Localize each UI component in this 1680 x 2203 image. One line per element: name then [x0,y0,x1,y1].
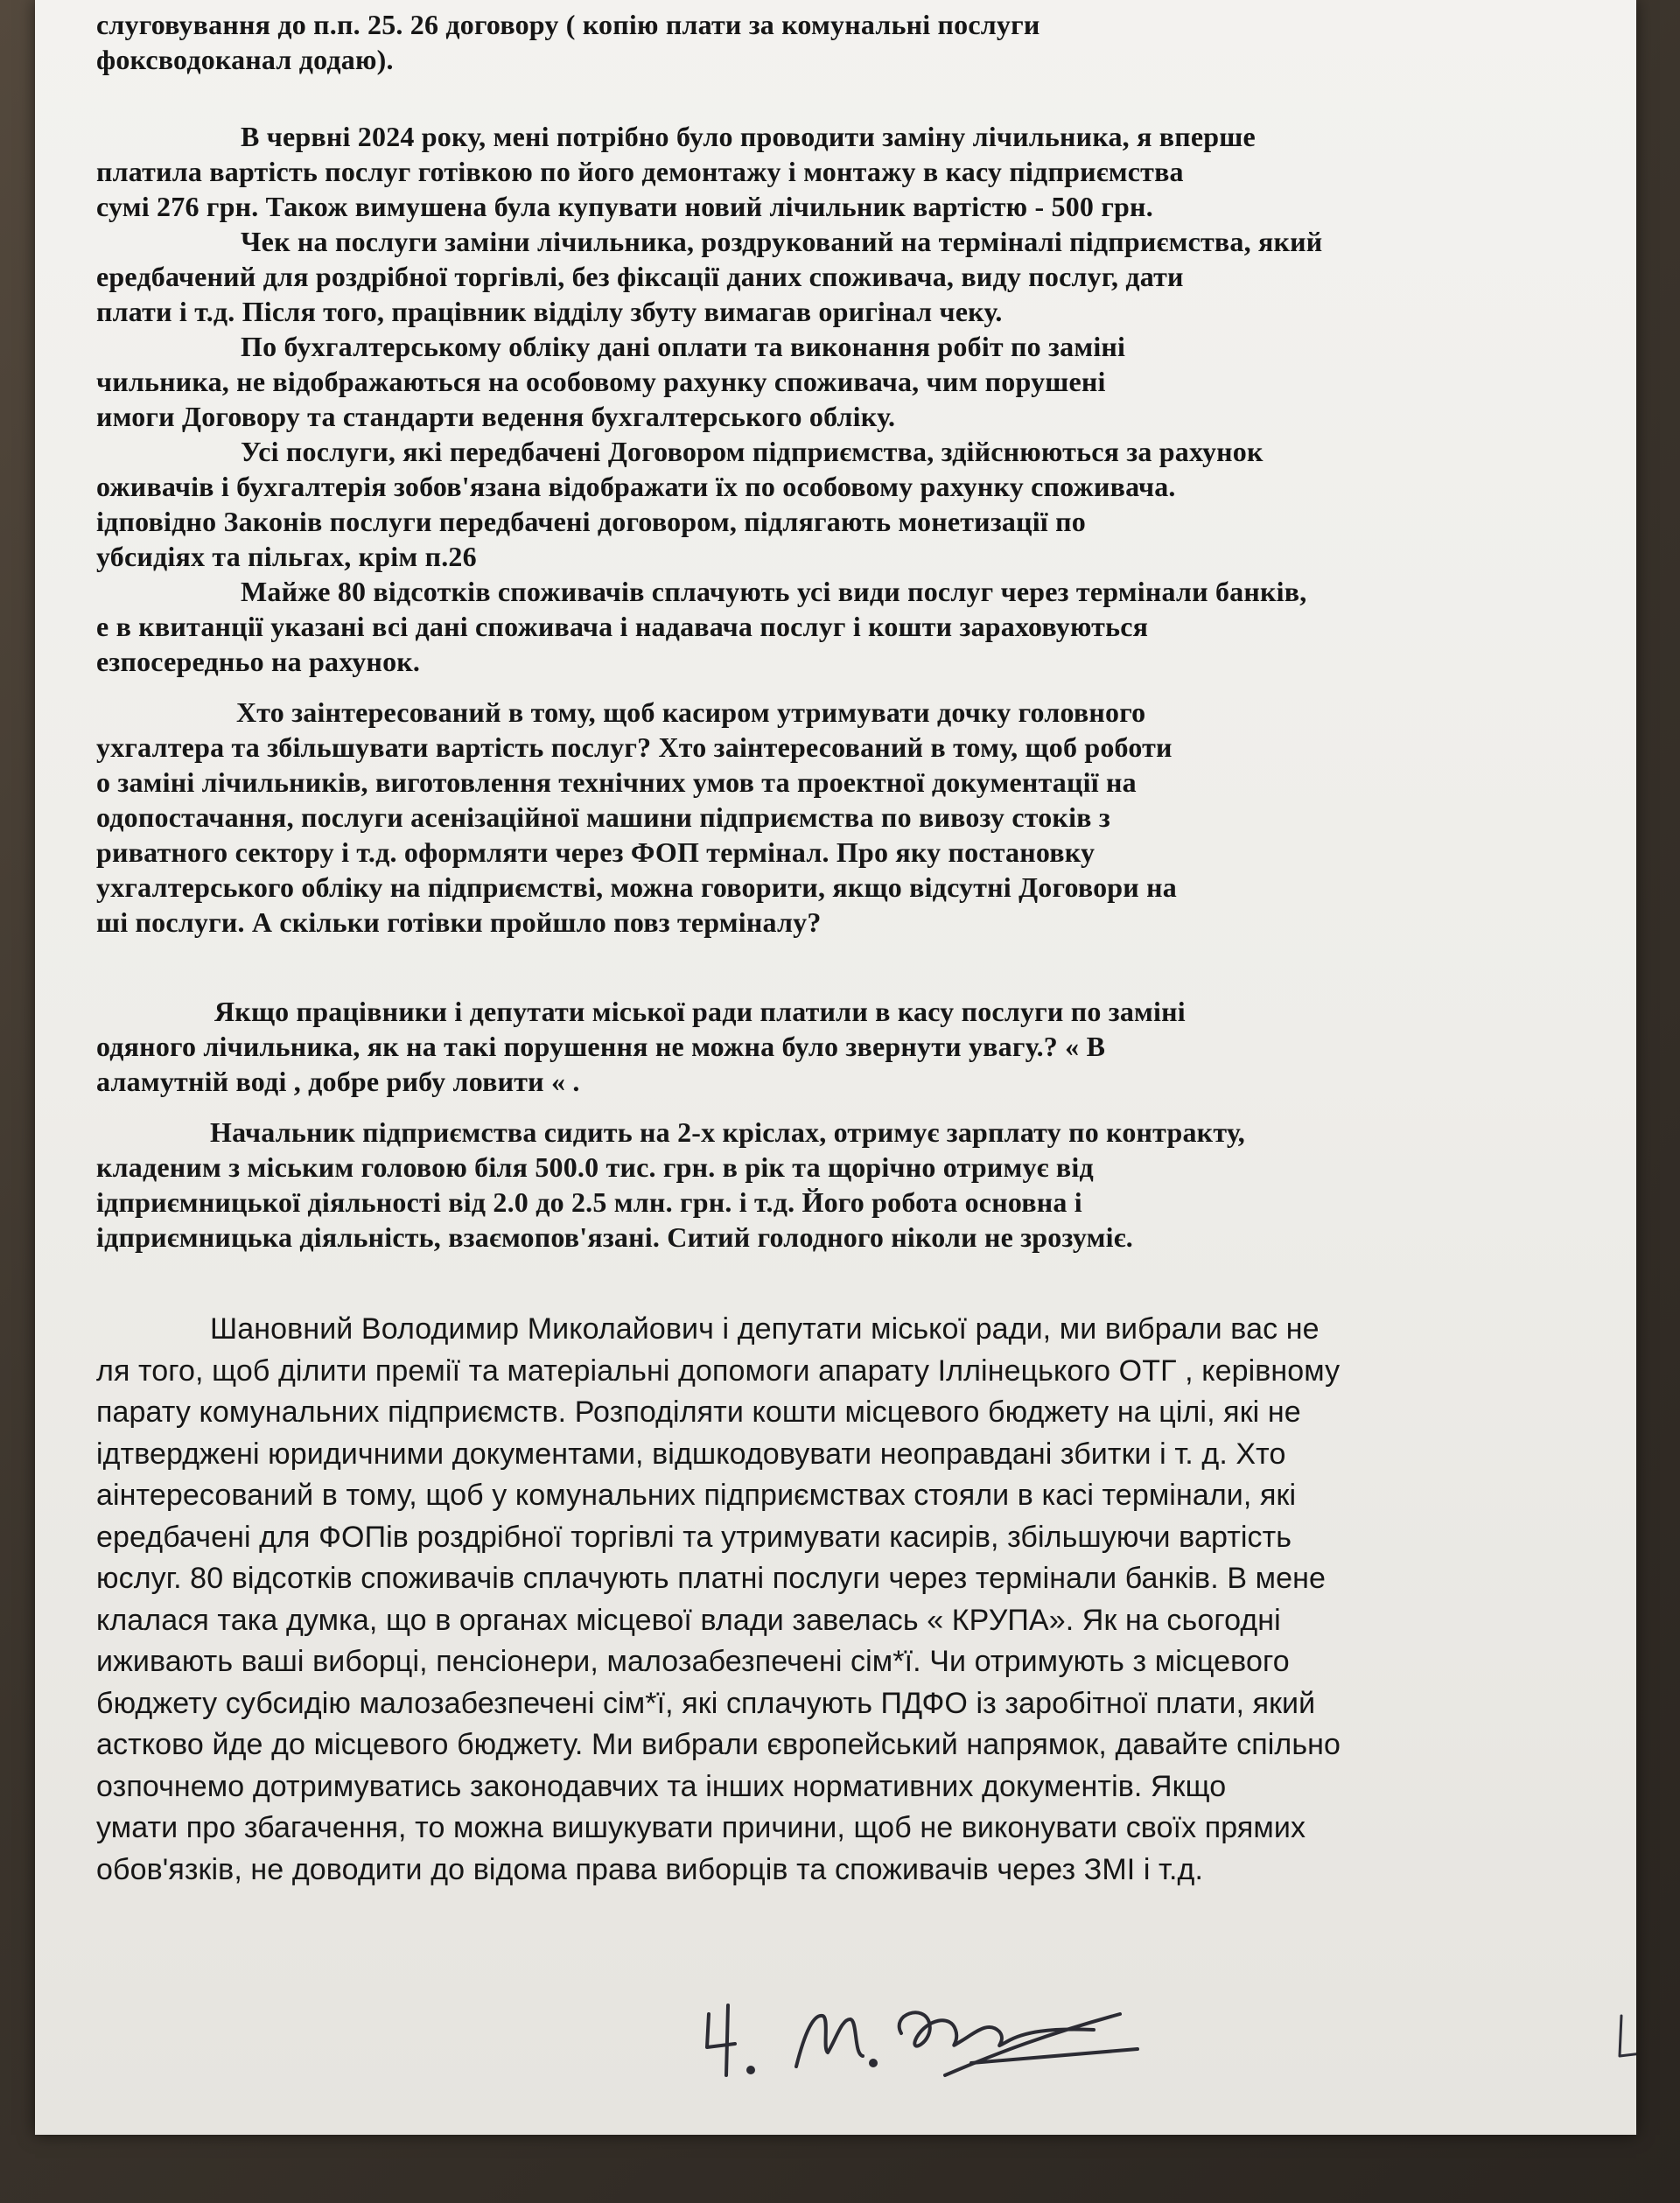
paper-sheet [35,0,1636,2135]
letter-body [96,7,1601,1891]
text-line: аінтересований в тому, щоб у комунальних підприємствах стояли в касі термінали, які [96,1479,1297,1512]
text-line: слуговування до п.п. 25. 26 договору ( копію плати за комунальні послуги [96,9,1040,40]
text-line: аламутній воді , добре рибу ловити « . [96,1066,580,1097]
text-line: чильника, не відображаються на особовому рахунку споживача, чим порушені [96,366,1106,397]
text-line: юслуг. 80 відсотків споживачів сплачують платні послуги через термінали банків. В мене [96,1562,1326,1595]
text-line: одопостачання, послуги асенізаційної машини підприємства по вивозу стоків з [96,801,1110,833]
text-line: Начальник підприємства сидить на 2-х кріслах, отримує зарплату по контракту, [210,1116,1246,1148]
text-line: Шановний Володимир Миколайович і депутати міської ради, ми вибрали вас не [210,1312,1320,1346]
text-line: Усі послуги, які передбачені Договором підприємства, здійснюються за рахунок [241,436,1264,467]
text-line: Якщо працівники і депутати міської ради платили в касу послуги по заміні [214,996,1186,1027]
text-line: клалася така думка, що в органах місцевої влади завелась « КРУПА». Як на сьогодні [96,1603,1281,1637]
text-line: астково йде до місцевого бюджету. Ми вибрали європейський напрямок, давайте спільно [96,1728,1341,1761]
text-line: убсидіях та пільгах, крім п.26 [96,541,477,572]
text-line: риватного сектору і т.д. оформляти через ФОП термінал. Про яку постановку [96,836,1096,868]
closing-section [96,1309,1601,1891]
text-line: умати про збагачення, то можна вишукувати причини, щоб не виконувати своїх прямих [96,1811,1306,1844]
text-line: езпосередньо на рахунок. [96,646,421,677]
text-line: По бухгалтерському обліку дані оплати та виконання робіт по заміні [241,331,1126,362]
text-line: иживають ваші виборці, пенсіонери, малозабезпечені сім*ї. Чи отримують з місцевого [96,1645,1290,1678]
text-line: имоги Договору та стандарти ведення бухгалтерського обліку. [96,401,896,432]
text-line: е в квитанції указані всі дані споживача і надавача послуг і кошти зараховуються [96,611,1149,642]
text-line: бюджету субсидію малозабезпечені сім*ї, які сплачують ПДФО із заробітної плати, який [96,1686,1316,1720]
text-line: о заміні лічильників, виготовлення технічних умов та проектної документації на [96,766,1137,798]
text-line: ухгалтерського обліку на підприємстві, можна говорити, якщо відсутні Договори на [96,871,1177,903]
text-line: кладеним з міським головою біля 500.0 тис. грн. в рік та щорічно отримує від [96,1151,1094,1183]
text-line: фоксводоканал додаю). [96,44,394,75]
text-line: ля того, щоб ділити премії та матеріальні допомоги апарату Іллінецького ОТГ , керівному [96,1353,1340,1388]
text-line: В червні 2024 року, мені потрібно було проводити заміну лічильника, я вперше [241,121,1256,152]
text-line: озпочнемо дотримуватись законодавчих та інших нормативних документів. Якщо [96,1769,1227,1803]
text-line: ередбачені для ФОПів роздрібної торгівлі та утримувати касирів, збільшуючи вартість [96,1520,1292,1554]
text-line: ші послуги. А скільки готівки пройшло повз терміналу? [96,906,822,938]
text-line: оживачів і бухгалтерія зобов'язана відображати їх по особовому рахунку споживача. [96,471,1176,502]
handwritten-signature [682,1979,1172,2093]
text-line: обов'язків, не доводити до відома права виборців та споживачів через ЗМІ і т.д. [96,1852,1203,1886]
typed-section [96,7,1601,1255]
text-line: ідтверджені юридичними документами, відшкодовувати неоправдані збитки і т. д. Хто [96,1437,1286,1471]
text-line: ідприємницької діяльності від 2.0 до 2.5 млн. грн. і т.д. Його робота основна і [96,1186,1082,1218]
text-line: Чек на послуги заміни лічильника, роздрукований на терміналі підприємства, який [241,226,1323,257]
text-line: плати і т.д. Після того, працівник відділу збуту вимагав оригінал чеку. [96,296,1003,327]
text-line: сумі 276 грн. Також вимушена була купувати новий лічильник вартістю - 500 грн. [96,191,1153,222]
text-line: парату комунальних підприємств. Розподіляти кошти місцевого бюджету на цілі, які не [96,1395,1301,1429]
text-line: одяного лічильника, як на такі порушення не можна було звернути увагу.? « В [96,1031,1106,1062]
page-number [1606,2004,1636,2100]
text-line: Хто заінтересований в тому, щоб касиром утримувати дочку головного [236,696,1146,728]
text-line: ідприємницька діяльність, взаємопов'язані. Ситий голодного ніколи не зрозуміє. [96,1221,1133,1253]
text-line: ідповідно Законів послуги передбачені договором, підлягають монетизації по [96,506,1086,537]
text-line: ухгалтера та збільшувати вартість послуг? Хто заінтересований в тому, щоб роботи [96,731,1172,763]
text-line: платила вартість послуг готівкою по його демонтажу і монтажу в касу підприємства [96,156,1184,187]
text-line: Майже 80 відсотків споживачів сплачують усі види послуг через термінали банків, [241,576,1307,607]
text-line: ередбачений для роздрібної торгівлі, без фіксації даних споживача, виду послуг, дати [96,261,1184,292]
